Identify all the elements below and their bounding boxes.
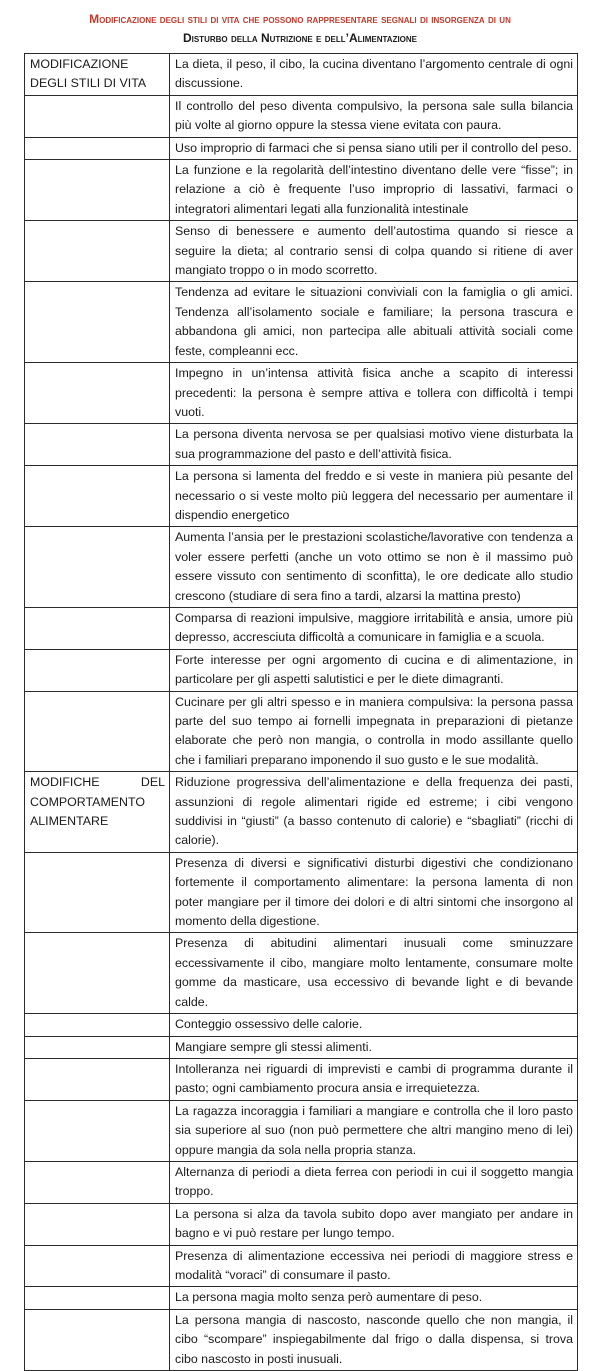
table-row [25, 1036, 578, 1058]
signal-description-cell: La ragazza incoraggia i familiari a mangiare e controlla che il loro pasto sia superiore al suo (non può permettere che altri mangino meno di lei) oppure mangia da sola nella propria stanza. [170, 1100, 578, 1161]
table-row [25, 772, 578, 853]
signal-description-cell: Comparsa di reazioni impulsive, maggiore irritabilità e ansia, umore più depresso, accresciuta difficoltà a comunicare in famiglia e a scuola. [170, 607, 578, 649]
table-row [25, 466, 578, 527]
table-row [25, 1014, 578, 1036]
signal-description-cell: Impegno in un’intensa attività fisica anche a scapito di interessi precedenti: la persona è sempre attiva e tollera con difficoltà i tempi vuoti. [170, 363, 578, 424]
table-row [25, 1161, 578, 1203]
table-row [25, 933, 578, 1014]
signal-description-cell: La persona mangia di nascosto, nasconde quello che non mangia, il cibo “scompare” inspiegabilmente dal frigo o dalla dispensa, si trova cibo nascosto in posti inusuali. [170, 1309, 578, 1370]
table-row [25, 221, 578, 282]
empty-category-cell [25, 1036, 170, 1058]
table-row [25, 1100, 578, 1161]
signal-description-cell: Conteggio ossessivo delle calorie. [170, 1014, 578, 1036]
empty-category-cell [25, 607, 170, 649]
signal-description-cell: Presenza di diversi e significativi disturbi digestivi che condizionano fortemente il comportamento alimentare: la persona lamenta di non poter mangiare per il timore dei dolori e di altri sintomi che insorgono al momento della digestione. [170, 852, 578, 933]
title-line-1: Modificazione degli stili di vita che possono rappresentare segnali di insorgenza di un [89, 12, 511, 26]
table-row [25, 649, 578, 691]
signal-description-cell: Uso improprio di farmaci che si pensa siano utili per il controllo del peso. [170, 137, 578, 159]
signal-description-cell: Presenza di abitudini alimentari inusuali come sminuzzare eccessivamente il cibo, mangiare molto lentamente, consumare molte gomme da masticare, usa eccessivo di bevande light e di bevande calde. [170, 933, 578, 1014]
title-line-2: Disturbo della Nutrizione e dell’Alimentazione [182, 31, 418, 45]
empty-category-cell [25, 1100, 170, 1161]
signal-description-cell: La persona magia molto senza però aumentare di peso. [170, 1287, 578, 1309]
signal-description-cell: La dieta, il peso, il cibo, la cucina diventano l’argomento centrale di ogni discussione. [170, 54, 578, 96]
empty-category-cell [25, 1161, 170, 1203]
empty-category-cell [25, 649, 170, 691]
table-body [25, 54, 578, 1371]
table-row [25, 527, 578, 608]
empty-category-cell [25, 95, 170, 137]
empty-category-cell [25, 691, 170, 772]
table-row [25, 607, 578, 649]
signal-description-cell: Intolleranza nei riguardi di imprevisti e cambi di programma durante il pasto; ogni cambiamento procura ansia e irrequietezza. [170, 1058, 578, 1100]
table-row [25, 691, 578, 772]
signal-description-cell: Senso di benessere e aumento dell’autostima quando si riesce a seguire la dieta; al contrario sensi di colpa quando si ritiene di aver mangiato troppo o in modo scorretto. [170, 221, 578, 282]
signals-table [24, 53, 578, 1371]
signal-description-cell: Presenza di alimentazione eccessiva nei periodi di maggiore stress e modalità “voraci” di consumare il pasto. [170, 1245, 578, 1287]
signal-description-cell: La persona si lamenta del freddo e si veste in maniera più pesante del necessario o si veste molto più leggera del necessario per aumentare il dispendio energetico [170, 466, 578, 527]
signal-description-cell: Tendenza ad evitare le situazioni conviviali con la famiglia o gli amici. Tendenza all’isolamento sociale e familiare; la persona trascura e abbandona gli amici, non partecipa alle abituali attività sociali come feste, compleanni ecc. [170, 282, 578, 363]
table-row [25, 363, 578, 424]
empty-category-cell [25, 363, 170, 424]
table-row [25, 54, 578, 96]
empty-category-cell [25, 1014, 170, 1036]
signal-description-cell: Cucinare per gli altri spesso e in maniera compulsiva: la persona passa parte del suo tempo ai fornelli impegnata in preparazioni di pietanze elaborate che però non mangia, o controlla in modo assillante quello che i familiari preparano imponendo il suo gusto e le sue modalità. [170, 691, 578, 772]
signal-description-cell: Mangiare sempre gli stessi alimenti. [170, 1036, 578, 1058]
signal-description-cell: Il controllo del peso diventa compulsivo, la persona sale sulla bilancia più volte al giorno oppure la stessa viene evitata con paura. [170, 95, 578, 137]
table-row [25, 424, 578, 466]
empty-category-cell [25, 1058, 170, 1100]
table-row [25, 137, 578, 159]
empty-category-cell [25, 1287, 170, 1309]
empty-category-cell [25, 852, 170, 933]
empty-category-cell [25, 527, 170, 608]
signal-description-cell: Aumenta l’ansia per le prestazioni scolastiche/lavorative con tendenza a voler essere perfetti (anche un voto ottimo se non è il massimo può essere vissuto con sentimento di sconfitta), le ore dedicate allo studio crescono (studiare di sera fino a tardi, alzarsi la mattina presto) [170, 527, 578, 608]
table-row [25, 1287, 578, 1309]
empty-category-cell [25, 424, 170, 466]
empty-category-cell [25, 933, 170, 1014]
category-cell: MODIFICAZIONE DEGLI STILI DI VITA [25, 54, 170, 96]
table-row [25, 1203, 578, 1245]
table-row [25, 1245, 578, 1287]
empty-category-cell [25, 221, 170, 282]
table-row [25, 1058, 578, 1100]
empty-category-cell [25, 466, 170, 527]
table-row [25, 1309, 578, 1370]
table-row [25, 282, 578, 363]
signal-description-cell: La persona diventa nervosa se per qualsiasi motivo viene disturbata la sua programmazione del pasto e dell’attività fisica. [170, 424, 578, 466]
empty-category-cell [25, 282, 170, 363]
empty-category-cell [25, 1245, 170, 1287]
signal-description-cell: Alternanza di periodi a dieta ferrea con periodi in cui il soggetto mangia troppo. [170, 1161, 578, 1203]
signal-description-cell: Riduzione progressiva dell’alimentazione e della frequenza dei pasti, assunzioni di regole alimentari rigide ed estreme; i cibi vengono suddivisi in “giusti” (a basso contenuto di calorie) e “sbagliati” (ricchi di calorie). [170, 772, 578, 853]
table-row [25, 852, 578, 933]
signal-description-cell: Forte interesse per ogni argomento di cucina e di alimentazione, in particolare per gli aspetti salutistici e per le diete dimagranti. [170, 649, 578, 691]
table-row [25, 160, 578, 221]
signal-description-cell: La funzione e la regolarità dell’intestino diventano delle vere “fisse”; in relazione a ciò è frequente l’uso improprio di lassativi, farmaci o integratori alimentari legati alla funzionalità intestinale [170, 160, 578, 221]
signal-description-cell: La persona si alza da tavola subito dopo aver mangiato per andare in bagno e vi può restare per lungo tempo. [170, 1203, 578, 1245]
table-row [25, 95, 578, 137]
empty-category-cell [25, 1203, 170, 1245]
category-cell: MODIFICHE DEL COMPORTAMENTO ALIMENTARE [25, 772, 170, 853]
empty-category-cell [25, 137, 170, 159]
empty-category-cell [25, 1309, 170, 1370]
empty-category-cell [25, 160, 170, 221]
